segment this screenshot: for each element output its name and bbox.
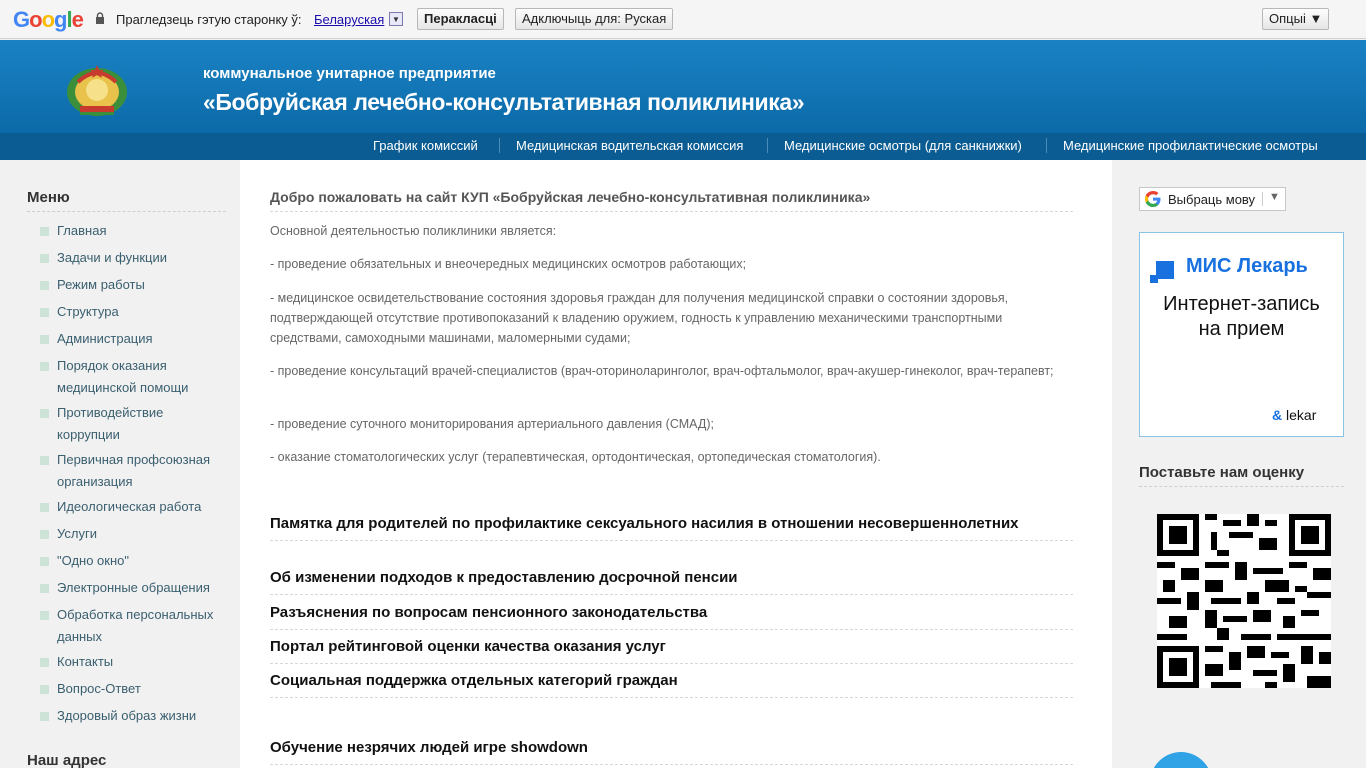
bullet-icon xyxy=(40,658,49,667)
bullet-icon xyxy=(40,611,49,620)
chevron-down-icon: ▼ xyxy=(1269,191,1280,203)
language-select[interactable] xyxy=(1139,187,1286,211)
google-g-icon xyxy=(1145,191,1161,207)
bullet-icon xyxy=(40,227,49,236)
language-select-label: Выбраць мову xyxy=(1168,192,1256,207)
paragraph: Основной деятельностью поликлиники является: xyxy=(270,224,557,238)
sidebar-item-services[interactable]: Услуги xyxy=(40,523,226,545)
main-content xyxy=(240,160,1112,768)
translate-language-link[interactable]: Беларуская xyxy=(314,12,385,27)
welcome-heading: Добро пожаловать на сайт КУП «Бобруйская лечебно-консультативная поликлиника» xyxy=(270,189,871,205)
news-item[interactable]: Разъяснения по вопросам пенсионного законодательства xyxy=(270,603,1073,630)
disable-translate-button[interactable]: Адключыць для: Руская xyxy=(515,8,673,30)
sidebar-item-anticorruption[interactable]: Противодействие коррупции xyxy=(40,402,226,446)
nav-driver-commission[interactable]: Медицинская водительская комиссия xyxy=(516,138,744,153)
rate-title: Поставьте нам оценку xyxy=(1139,464,1305,481)
translate-button[interactable]: Перакласці xyxy=(417,8,504,30)
lekar-line2: на прием xyxy=(1198,318,1285,340)
header-subtitle: коммунальное унитарное предприятие xyxy=(203,65,496,82)
nav-sanitary-exams[interactable]: Медицинские осмотры (для санкнижки) xyxy=(784,138,1022,153)
paragraph: - оказание стоматологических услуг (терапевтическая, ортодонтическая, ортопедическая стоматология). xyxy=(270,450,881,464)
news-item[interactable]: Памятка для родителей по профилактике сексуального насилия в отношении несовершеннолетних xyxy=(270,514,1073,541)
bullet-icon xyxy=(40,712,49,721)
nav-separator xyxy=(767,138,768,153)
sidebar-item-home[interactable]: Главная xyxy=(40,220,226,242)
nav-preventive-exams[interactable]: Медицинские профилактические осмотры xyxy=(1063,138,1318,153)
divider xyxy=(1262,192,1263,206)
news-item[interactable]: Обучение незрячих людей игре showdown xyxy=(270,738,1073,765)
news-item[interactable]: Социальная поддержка отдельных категорий граждан xyxy=(270,671,1073,698)
lekar-logo-icon xyxy=(1150,275,1158,283)
site-header xyxy=(0,40,1366,133)
qr-code-icon[interactable] xyxy=(1157,514,1331,688)
sidebar-item-ideology[interactable]: Идеологическая работа xyxy=(40,496,226,518)
sidebar-item-schedule[interactable]: Режим работы xyxy=(40,274,226,296)
paragraph: - проведение обязательных и внеочередных медицинских осмотров работающих; xyxy=(270,257,747,271)
sidebar-item-structure[interactable]: Структура xyxy=(40,301,226,323)
top-navigation xyxy=(0,133,1366,160)
sidebar-item-personal-data[interactable]: Обработка персональных данных xyxy=(40,604,226,648)
sidebar-item-tasks[interactable]: Задачи и функции xyxy=(40,247,226,269)
emblem-icon[interactable] xyxy=(58,62,136,118)
divider xyxy=(270,211,1073,212)
news-item[interactable]: Об изменении подходов к предоставлению досрочной пенсии xyxy=(270,568,1073,595)
paragraph: - проведение суточного мониторирования артериального давления (СМАД); xyxy=(270,417,714,431)
divider xyxy=(1139,486,1344,487)
sidebar xyxy=(14,160,230,768)
paragraph: - медицинское освидетельствование состояния здоровья граждан для получения медицинской справки о состоянии здоровья, подтверждающей отсутствие противопоказаний к владению оружием, годность к управлению механическими транспортными средствами, самоходными машинами, маломерными судами; xyxy=(270,291,1009,345)
page-title[interactable]: «Бобруйская лечебно-консультативная поликлиника» xyxy=(203,89,805,115)
divider xyxy=(27,211,226,212)
right-sidebar xyxy=(1126,160,1366,768)
bullet-icon xyxy=(40,335,49,344)
lekar-logo-icon xyxy=(1156,261,1174,279)
chat-widget-icon[interactable] xyxy=(1150,752,1212,768)
sidebar-item-e-appeals[interactable]: Электронные обращения xyxy=(40,577,226,599)
news-item[interactable]: Портал рейтинговой оценки качества оказания услуг xyxy=(270,637,1073,664)
nav-separator xyxy=(1046,138,1047,153)
translate-bar xyxy=(0,0,1366,39)
bullet-icon xyxy=(40,456,49,465)
bullet-icon xyxy=(40,254,49,263)
sidebar-item-administration[interactable]: Администрация xyxy=(40,328,226,350)
lekar-line1: Интернет-запись xyxy=(1163,293,1320,315)
sidebar-item-healthy-life[interactable]: Здоровый образ жизни xyxy=(40,705,226,727)
options-button[interactable]: Опцыі ▼ xyxy=(1262,8,1329,30)
bullet-icon xyxy=(40,409,49,418)
sidebar-item-faq[interactable]: Вопрос-Ответ xyxy=(40,678,226,700)
bullet-icon xyxy=(40,584,49,593)
bullet-icon xyxy=(40,530,49,539)
nav-commission-schedule[interactable]: График комиссий xyxy=(373,138,478,153)
address-title: Наш адрес xyxy=(27,752,107,768)
lekar-banner[interactable] xyxy=(1139,232,1344,437)
lock-icon xyxy=(95,12,105,24)
chevron-down-icon[interactable]: ▼ xyxy=(389,12,403,26)
paragraph: - проведение консультаций врачей-специалистов (врач-оториноларинголог, врач-офтальмолог, врач-акушер-гинеколог, врач-терапевт; xyxy=(270,364,1054,378)
nav-separator xyxy=(499,138,500,153)
bullet-icon xyxy=(40,557,49,566)
lekar-footer: & lekar xyxy=(1272,407,1317,423)
sidebar-item-contacts[interactable]: Контакты xyxy=(40,651,226,673)
menu-title: Меню xyxy=(27,189,70,206)
bullet-icon xyxy=(40,503,49,512)
translate-prompt: Прагледзець гэтую старонку ў: xyxy=(116,12,302,27)
bullet-icon xyxy=(40,685,49,694)
lekar-brand: МИС Лекарь xyxy=(1186,255,1308,277)
sidebar-item-care-procedure[interactable]: Порядок оказания медицинской помощи xyxy=(40,355,226,399)
lekar-small-icon: & xyxy=(1272,407,1283,423)
sidebar-item-one-window[interactable]: "Одно окно" xyxy=(40,550,226,572)
sidebar-item-union[interactable]: Первичная профсоюзная организация xyxy=(40,449,226,493)
bullet-icon xyxy=(40,308,49,317)
bullet-icon xyxy=(40,281,49,290)
bullet-icon xyxy=(40,362,49,371)
google-logo: Google xyxy=(13,7,83,32)
